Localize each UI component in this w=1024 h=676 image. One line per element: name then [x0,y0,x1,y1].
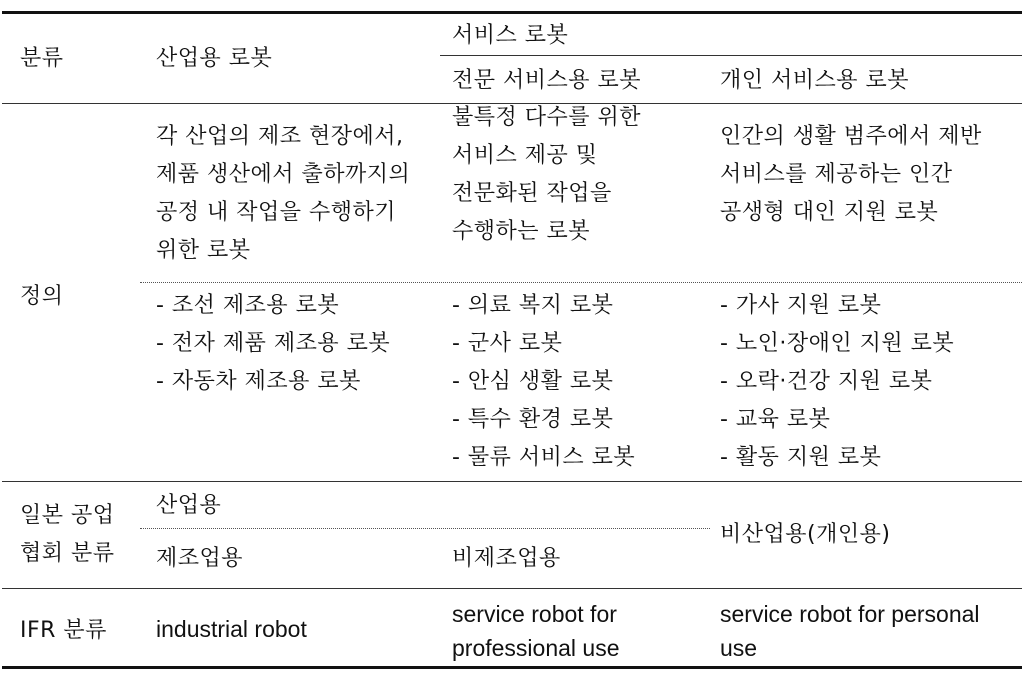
header-industrial-robot: 산업용 로봇 [156,46,273,71]
label-line: 협회 분류 [20,541,115,566]
service-subheader-rule [440,55,1022,56]
ifr-line: service robot for personal [720,601,980,627]
ifr-line: professional use [452,635,620,661]
personal-robot-list [720,287,954,477]
japan-divider [140,528,710,529]
label-line: 일본 공업 [20,503,115,528]
industrial-description [156,118,410,270]
desc-line: 불특정 다수를 위한 [452,105,642,130]
list-item: - 의료 복지 로봇 [452,293,614,318]
desc-line: 제품 생산에서 출하까지의 [156,162,411,187]
desc-line: 공생형 대인 지원 로봇 [720,200,939,225]
desc-line: 수행하는 로봇 [452,219,591,244]
list-item: - 군사 로봇 [452,331,563,356]
definition-bottom-rule [2,481,1022,482]
list-item: - 특수 환경 로봇 [452,407,614,432]
japan-classification-label [20,497,115,573]
professional-robot-list [452,287,635,477]
list-item: - 물류 서비스 로봇 [452,445,636,470]
japan-non-industrial: 비산업용(개인용) [720,522,891,547]
list-item: - 교육 로봇 [720,407,831,432]
list-item: - 오락·건강 지원 로봇 [720,369,933,394]
desc-line: 공정 내 작업을 수행하기 [156,200,397,225]
japan-industrial: 산업용 [156,493,222,518]
definition-divider [140,282,1022,283]
desc-line: 각 산업의 제조 현장에서, [156,124,404,149]
personal-description [720,118,982,232]
professional-description [452,99,641,251]
list-item: - 안심 생활 로봇 [452,369,614,394]
list-item: - 전자 제품 제조용 로봇 [156,331,391,356]
bottom-rule [2,666,1022,669]
desc-line: 서비스 제공 및 [452,143,598,168]
ifr-professional [452,597,620,665]
list-item: - 자동차 제조용 로봇 [156,369,361,394]
industrial-robot-list [156,287,390,401]
ifr-classification-label: IFR 분류 [20,618,107,643]
list-item: - 노인·장애인 지원 로봇 [720,331,955,356]
japan-manufacturing: 제조업용 [156,546,244,571]
japan-non-manufacturing: 비제조업용 [452,546,561,571]
list-item: - 가사 지원 로봇 [720,293,882,318]
desc-line: 위한 로봇 [156,238,251,263]
definition-label: 정의 [20,284,64,309]
ifr-personal [720,597,980,665]
header-professional-service: 전문 서비스용 로봇 [452,68,642,93]
list-item: - 활동 지원 로봇 [720,445,882,470]
ifr-line: use [720,635,758,661]
ifr-industrial: industrial robot [156,616,307,642]
desc-line: 전문화된 작업을 [452,181,612,206]
desc-line: 서비스를 제공하는 인간 [720,162,953,187]
header-personal-service: 개인 서비스용 로봇 [720,68,910,93]
japan-bottom-rule [2,588,1022,589]
desc-line: 인간의 생활 범주에서 제반 [720,124,982,149]
ifr-line: service robot for [452,601,617,627]
header-category: 분류 [20,46,64,71]
header-service-robot: 서비스 로봇 [452,23,569,48]
list-item: - 조선 제조용 로봇 [156,293,340,318]
top-rule [2,11,1022,14]
